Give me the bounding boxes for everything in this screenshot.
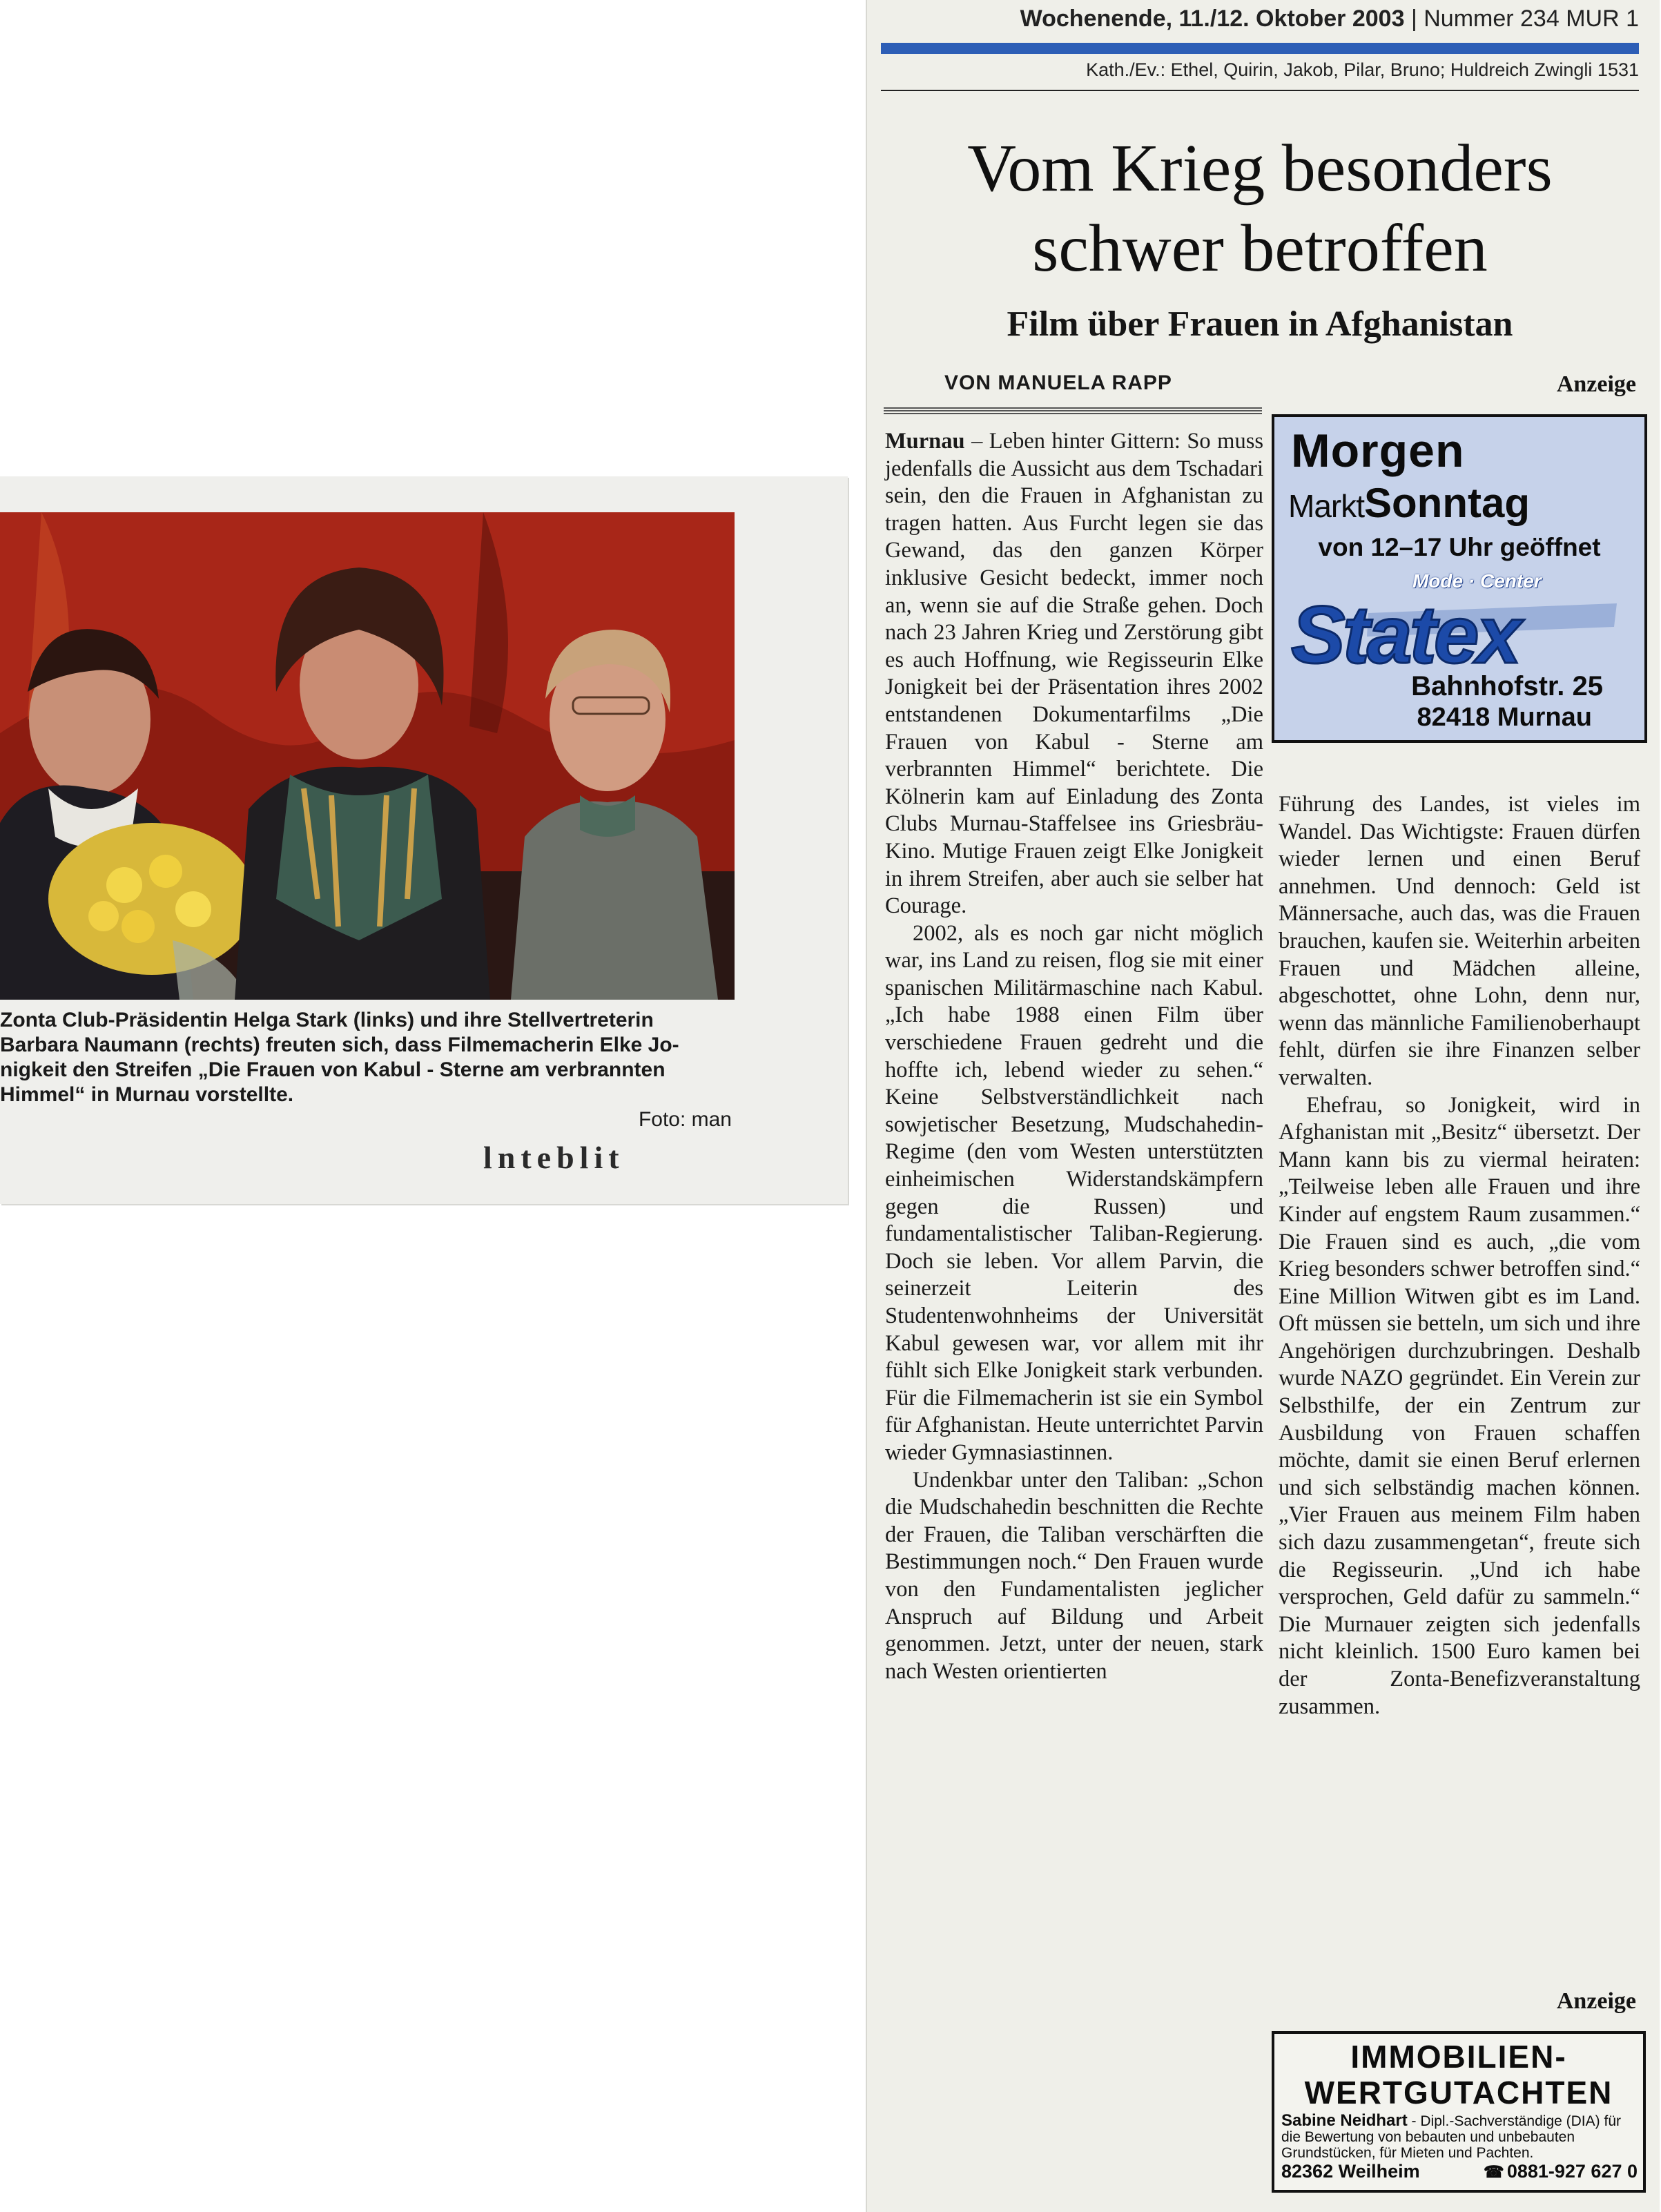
subheadline: Film über Frauen in Afghanistan [1007, 304, 1513, 344]
headline [881, 128, 1639, 289]
caption-line: Zonta Club-Präsidentin Helga Stark (links) und ihre Stellvertreterin [0, 1009, 654, 1031]
masthead [881, 6, 1639, 40]
issue-number: Nummer 234 [1424, 6, 1560, 32]
caption-line: nigkeit den Streifen „Die Frauen von Kabul - Sterne am verbrannten [0, 1058, 666, 1081]
newspaper-clipping [866, 0, 1660, 2212]
ad-label: Anzeige [1556, 371, 1636, 397]
ad-label: Anzeige [1556, 1988, 1636, 2014]
article-paragraph: 2002, als es noch gar nicht möglich war, ins Land zu reisen, flog sie mit einer spanischen Militärmaschine nach Kabul. „Ich habe 1988 einen Film über verschiedene Frauen gedreht und die hoffte ich, lebend wieder zu sehen.“ Keine Selbstverständlichkeit nach sowjetischer Besetzung, Mudschahedin-Regime (den vom Westen unterstützten einheimischen Widerstandskämpfern gegen die Russen) und fundamentalistischer Taliban-Regierung. Doch sie leben. Vor allem Parvin, die seinerzeit Leiterin des Studentenwohnheims der Universität Kabul gewesen war, vor allem mit ihr fühlt sich Elke Jonigkeit stark verbunden. Für die Filmemacherin ist sie ein Symbol für Afghanistan. Heute unterrichtet Parvin wieder Gymnasiastinnen. [885, 920, 1263, 1465]
page-code: MUR 1 [1566, 6, 1639, 32]
ad-street: Bahnhofstr. 25 [1411, 671, 1603, 701]
phone-icon: ☎ [1483, 2163, 1504, 2182]
immobilien-advertisement [1272, 2031, 1646, 2193]
name-days: Kath./Ev.: Ethel, Quirin, Jakob, Pilar, Bruno; Huldreich Zwingli 1531 [1086, 59, 1639, 80]
masthead-rule [881, 43, 1639, 54]
torn-headline-fragment: lnteblit [483, 1140, 625, 1174]
article-column-left [885, 428, 1263, 1685]
ad-town: 82362 Weilheim [1281, 2161, 1420, 2182]
caption-line: Barbara Naumann (rechts) freuten sich, dass Filmemacherin Elke Jo- [0, 1034, 679, 1056]
statex-advertisement [1272, 414, 1647, 743]
article-paragraph [885, 428, 1263, 920]
ad-morgen: Morgen [1291, 425, 1465, 477]
ad-description [1281, 2113, 1638, 2161]
ad-phone: 0881-927 627 0 [1506, 2161, 1638, 2182]
byline: VON MANUELA RAPP [944, 371, 1172, 394]
ad-phone-wrap [1484, 2161, 1638, 2182]
ad-qualification: - Dipl.-Sachverständige (DIA) für die Bewertung von bebauten und unbebauten Grundstücken, für Mieten und Pachten. [1281, 2113, 1621, 2161]
statex-logo-text: Statex [1291, 591, 1519, 674]
ad-title: IMMOBILIEN- [1350, 2039, 1567, 2075]
ad-marktsonntag [1288, 479, 1530, 527]
article-paragraph: Ehefrau, so Jonigkeit, wird in Afghanistan mit „Besitz“ übersetzt. Der Mann kann bis zu viermal heiraten: „Teilweise leben alle Frauen und ihre Kinder auf engstem Raum zusammen.“ Die Frauen sind es auch, „die vom Krieg besonders schwer betroffen sind.“ Eine Million Witwen gibt es im Land. Oft müssen sie betteln, um sich und ihre Angehörigen durchzubringen. Deshalb wurde NAZO gegründet. Ein Verein zur Selbsthilfe, der ein Zentrum zur Ausbildung von Frauen schaffen möchte, damit sie einen Beruf erlernen und sich selbständig machen können. „Vier Frauen aus meinem Film haben sich dazu zusammengetan“, freute sich die Regisseurin. „Und ich habe versprochen, Geld dafür zu sammeln.“ Die Murnauer zeigten sich jedenfalls nicht kleinlich. 1500 Euro kamen bei der Zonta-Benefizveranstaltung zusammen. [1279, 1092, 1640, 1719]
ad-sonntag: Sonntag [1364, 480, 1530, 526]
statex-logo [1285, 591, 1631, 674]
ad-opening-hours: von 12–17 Uhr geöffnet [1318, 533, 1601, 561]
ad-mode-center: Mode · Center [1412, 570, 1542, 592]
ad-contact [1281, 2161, 1638, 2182]
byline-rule [884, 407, 1262, 414]
photo-caption [0, 1008, 732, 1131]
event-photo [0, 512, 735, 1000]
dateline: Murnau [885, 429, 965, 454]
issue-date: Wochenende, 11./12. Oktober 2003 [1020, 6, 1405, 32]
masthead-separator: | [1410, 6, 1417, 32]
ad-name: Sabine Neidhart [1281, 2111, 1408, 2130]
ad-city: 82418 Murnau [1417, 703, 1592, 732]
headline-line: Vom Krieg besonders [967, 131, 1553, 206]
headline-line: schwer betroffen [1032, 211, 1488, 286]
photo-clipping [0, 476, 848, 1204]
caption-line: Himmel“ in Murnau vorstellte. [0, 1083, 294, 1106]
photo-credit: Foto: man [638, 1108, 732, 1131]
article-paragraph: Führung des Landes, ist vieles im Wandel. Das Wichtigste: Frauen dürfen wieder lernen und einen Beruf annehmen. Und dennoch: Geld ist Männersache, auch das, was die Frauen brauchen, kaufen sie. Weiterhin arbeiten Frauen und Mädchen alleine, abgeschottet, ohne Lohn, denn nur, wenn das männliche Familienoberhaupt fehlt, dürfen sie ihre Finanzen selber verwalten. [1279, 792, 1640, 1090]
article-paragraph: Undenkbar unter den Taliban: „Schon die Mudschahedin beschnitten die Rechte der Frauen, die Taliban verschärften die Bestimmungen noch.“ Den Frauen wurde von den Fundamentalisten jeglicher Anspruch auf Bildung und Arbeit genommen. Jetzt, unter der neuen, stark nach Westen orientierten [885, 1467, 1263, 1684]
article-column-right [1279, 791, 1640, 1720]
ad-title: WERTGUTACHTEN [1304, 2075, 1613, 2111]
ad-markt: Markt [1288, 488, 1364, 524]
photo-illustration [0, 512, 735, 1000]
paragraph-text: – Leben hinter Gittern: So muss jedenfalls die Aussicht aus dem Tschadari sein, den die Frauen in Afghanistan zu tragen hatten. Aus Furcht legen sie das Gewand, das den ganzen Körper inklusive Gesicht bedeckt, immer noch an, wenn sie auf die Straße gehen. Doch nach 23 Jahren Krieg und Zerstörung gibt es auch Hoffnung, wie Regisseurin Elke Jonigkeit bei der Präsentation ihres 2002 entstandenen Dokumentarfilms „Die Frauen von Kabul - Sterne am verbrannten Himmel“ berichtete. Die Kölnerin kam auf Einladung des Zonta Clubs Murnau-Staffelsee ins Griesbräu-Kino. Mutige Frauen zeigt Elke Jonigkeit in ihrem Streifen, aber auch sie selber hat Courage. [885, 429, 1263, 919]
divider [881, 90, 1639, 91]
